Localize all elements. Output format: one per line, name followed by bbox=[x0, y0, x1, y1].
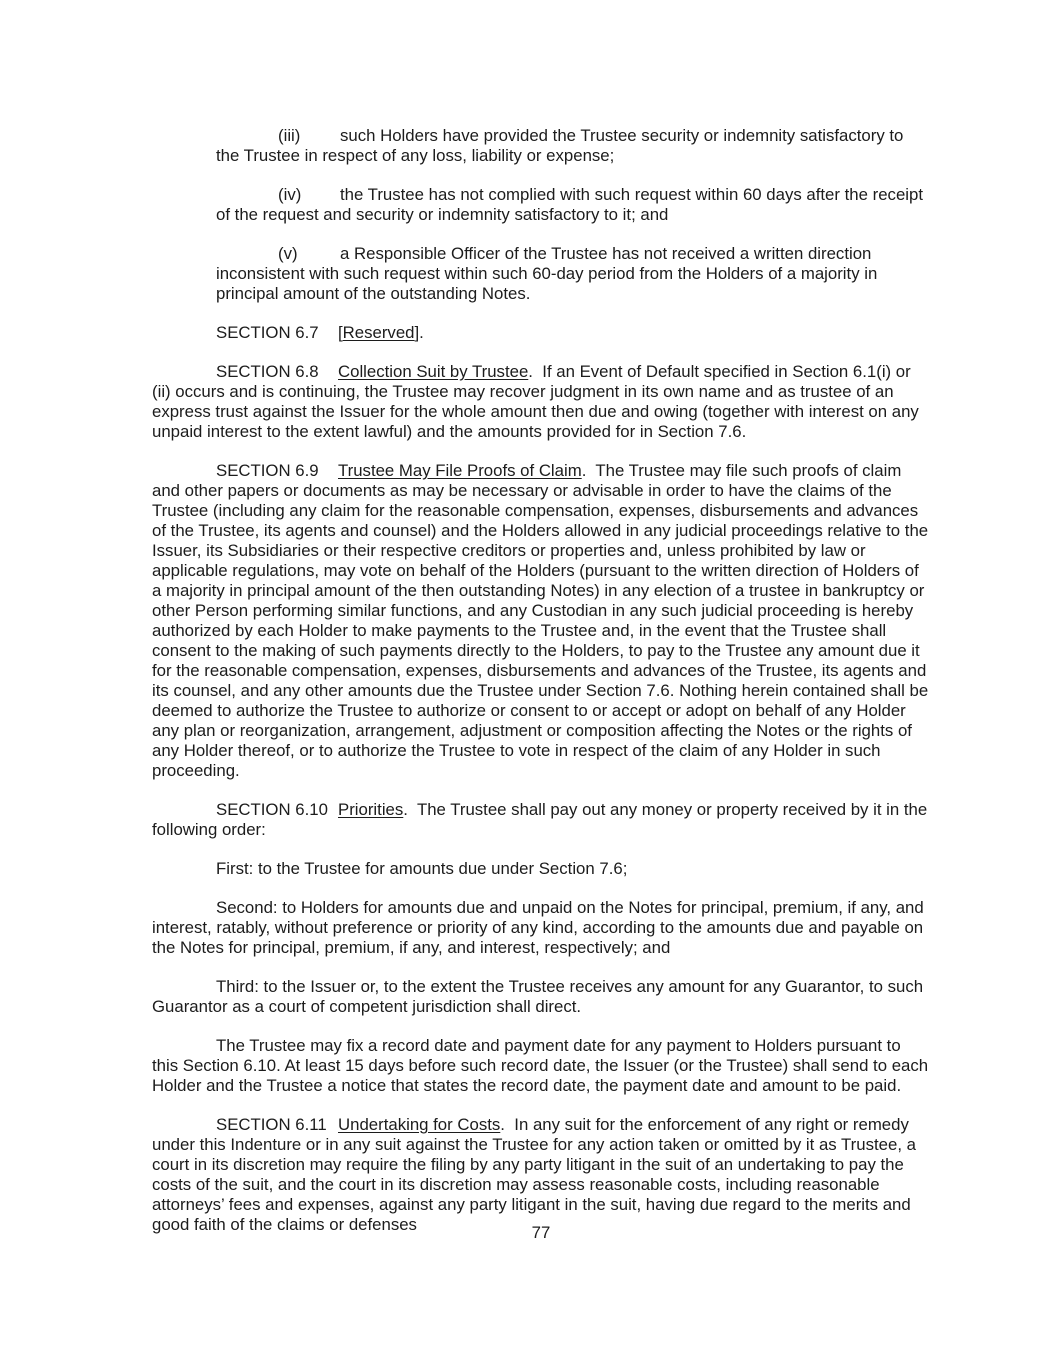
page-content bbox=[152, 126, 930, 1254]
section-6-7-bracket-close: ]. bbox=[414, 323, 424, 342]
section-6-11-body: In any suit for the enforcement of any right or remedy under this Indenture or in any suit against the Trustee for any action taken or omitted by it as Trustee, a court in its discretion may require the filing by any party litigant in the suit of an undertaking to pay the costs of the suit, and the court in its discretion may assess reasonable costs, including reasonable attorneys’ fees and expenses, against any party litigant in the suit, having due regard to the merits and good faith of the claims or defenses bbox=[152, 1115, 916, 1234]
section-6-8-label: SECTION 6.8 bbox=[216, 362, 319, 381]
section-6-7-label: SECTION 6.7 bbox=[216, 323, 319, 342]
section-6-9-separator: . bbox=[581, 461, 596, 480]
section-6-7 bbox=[152, 323, 930, 343]
section-6-7-bracket-open: [ bbox=[338, 323, 343, 342]
section-6-10-body: The Trustee shall pay out any money or property received by it in the following order: bbox=[152, 800, 928, 839]
clause-iv-text: the Trustee has not complied with such request within 60 days after the receipt of the request and security or indemnity satisfactory to it; and bbox=[216, 185, 924, 224]
priority-first: First: to the Trustee for amounts due under Section 7.6; bbox=[216, 859, 628, 878]
clause-iii-text: such Holders have provided the Trustee security or indemnity satisfactory to the Trustee in respect of any loss, liability or expense; bbox=[216, 126, 904, 165]
clause-v bbox=[216, 244, 930, 304]
section-6-11-separator: . bbox=[500, 1115, 515, 1134]
clause-v-marker: (v) bbox=[278, 244, 298, 263]
section-6-11-label: SECTION 6.11 bbox=[216, 1115, 327, 1134]
clause-iii-marker: (iii) bbox=[278, 126, 301, 145]
clause-iv-marker: (iv) bbox=[278, 185, 302, 204]
section-6-9-title: Trustee May File Proofs of Claim bbox=[338, 461, 582, 480]
clause-iv bbox=[216, 185, 930, 225]
section-6-11-title: Undertaking for Costs bbox=[338, 1115, 501, 1134]
record-date-paragraph: The Trustee may fix a record date and payment date for any payment to Holders pursuant to this Section 6.10. At least 15 days before such record date, the Issuer (or the Trustee) shall send to each Holder and the Trustee a notice that states the record date, the payment date and amount to be paid. bbox=[152, 1036, 929, 1095]
priority-third: Third: to the Issuer or, to the extent the Trustee receives any amount for any Guarantor, to such Guarantor as a court of competent jurisdiction shall direct. bbox=[152, 977, 924, 1016]
section-6-10-title: Priorities bbox=[338, 800, 404, 819]
section-6-11 bbox=[152, 1115, 930, 1235]
section-6-8-separator: . bbox=[528, 362, 543, 381]
section-6-10-label: SECTION 6.10 bbox=[216, 800, 328, 819]
section-6-9 bbox=[152, 461, 930, 781]
clause-iii bbox=[216, 126, 930, 166]
section-6-10 bbox=[152, 800, 930, 840]
priority-second: Second: to Holders for amounts due and unpaid on the Notes for principal, premium, if any, and interest, ratably, without preference or priority of any kind, according to the amounts due and payable on the Notes for principal, premium, if any, and interest, respectively; and bbox=[152, 898, 924, 957]
section-6-8-title: Collection Suit by Trustee bbox=[338, 362, 529, 381]
section-6-9-body: The Trustee may file such proofs of claim and other papers or documents as may be necessary or advisable in order to have the claims of the Trustee (including any claim for the reasonable compensation, expenses, disbursements and advances of the Trustee, its agents and counsel) and the Holders allowed in any judicial proceedings relative to the Issuer, its Subsidiaries or their respective creditors or properties and, unless prohibited by law or applicable regulations, may vote on behalf of the Holders (pursuant to the written direction of Holders of a majority in principal amount of the then outstanding Notes) in any election of a trustee in bankruptcy or other Person performing similar functions, and any Custodian in any such judicial proceeding is hereby authorized by each Holder to make payments to the Trustee and, in the event that the Trustee shall consent to the making of such payments directly to the Holders, to pay to the Trustee any amount due it for the reasonable compensation, expenses, disbursements and advances of the Trustee, its agents and its counsel, and any other amounts due the Trustee under Section 7.6. Nothing herein contained shall be deemed to authorize the Trustee to authorize or consent to or accept or adopt on behalf of any Holder any plan or reorganization, arrangement, adjustment or composition affecting the Notes or the rights of any Holder thereof, or to authorize the Trustee to vote in respect of the claim of any Holder in such proceeding. bbox=[152, 461, 929, 780]
page-number: 77 bbox=[531, 1223, 551, 1242]
section-6-7-title: Reserved bbox=[342, 323, 415, 342]
section-6-8 bbox=[152, 362, 930, 442]
section-6-8-body: If an Event of Default specified in Section 6.1(i) or (ii) occurs and is continuing, the Trustee may recover judgment in its own name and as trustee of an express trust against the Issuer for the whole amount then due and owing (together with interest on any unpaid interest to the extent lawful) and the amounts provided for in Section 7.6. bbox=[152, 362, 919, 441]
section-6-9-label: SECTION 6.9 bbox=[216, 461, 319, 480]
section-6-10-separator: . bbox=[403, 800, 417, 819]
clause-v-text: a Responsible Officer of the Trustee has not received a written direction inconsistent with such request within such 60-day period from the Holders of a majority in principal amount of the outstanding Notes. bbox=[216, 244, 878, 303]
